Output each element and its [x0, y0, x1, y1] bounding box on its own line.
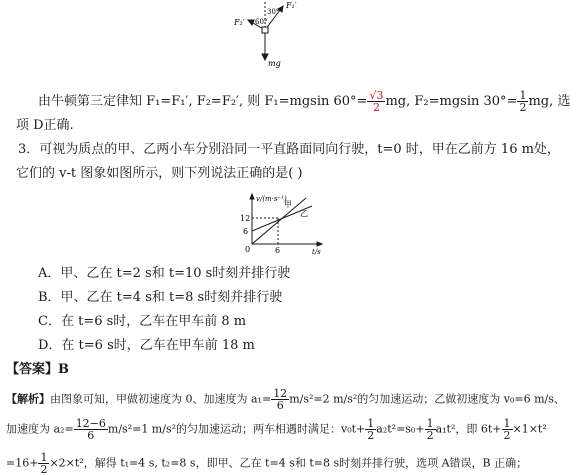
frac-num: 1: [503, 417, 511, 430]
analysis-l2-part-e: ×1×t²: [512, 422, 547, 436]
analysis-line-3: [6, 452, 527, 475]
tick-6-x: 6: [275, 246, 281, 255]
option-d[interactable]: D．在 t=6 s时，乙车在甲车前 18 m: [38, 338, 255, 353]
analysis-label: 【解析】: [6, 392, 50, 406]
series-jia-label: 甲: [284, 200, 292, 209]
label-angle-30: 30°: [267, 8, 280, 16]
frac-num: 1: [40, 451, 48, 464]
label-mg: mg: [268, 59, 281, 68]
fraction-1-over-2: [517, 90, 528, 113]
frac-den: 2: [503, 429, 511, 442]
frac-den: 2: [519, 101, 527, 114]
fraction-12-6-over-6: [74, 418, 108, 441]
tick-0: 0: [245, 245, 251, 254]
x-axis-label: t/s: [312, 248, 321, 256]
analysis-l1-part-a: 由图象可知，甲做初速度为 0、加速度为 a₁=: [50, 392, 272, 406]
line1-part-a: 由牛顿第三定律知 F₁=F₁′, F₂=F₂′, 则 F₁=mgsin 60°=: [38, 94, 368, 109]
analysis-line-1: [6, 388, 565, 411]
frac-den: 2: [40, 463, 48, 476]
conclusion-line-2: 项 D正确.: [16, 118, 74, 133]
answer-label: 【答案】B: [6, 362, 69, 377]
vt-chart: [232, 192, 332, 260]
fraction-half-3: [502, 418, 513, 441]
junction-block: [262, 27, 268, 33]
frac-num: 1: [367, 417, 375, 430]
frac-num: √3: [369, 89, 384, 102]
option-c[interactable]: C．在 t=6 s时，乙车在甲车前 8 m: [38, 314, 247, 329]
force-diagram: [228, 0, 338, 78]
option-a[interactable]: A．甲、乙在 t=2 s和 t=10 s时刻并排行驶: [38, 266, 291, 281]
frac-num: 1: [426, 417, 434, 430]
frac-den: 2: [426, 429, 434, 442]
x-axis-arrow: [317, 242, 322, 246]
tick-12: 12: [240, 214, 251, 223]
line1-part-b: mg, F₂=mgsin 30°=: [385, 94, 518, 109]
frac-num: 12: [273, 387, 288, 400]
fraction-12-over-6: [271, 388, 289, 411]
analysis-l2-part-c: a₂t²=s₀+: [376, 422, 425, 436]
option-b[interactable]: B．甲、乙在 t=4 s和 t=8 s时刻并排行驶: [38, 290, 283, 305]
tick-6-y: 6: [243, 227, 249, 236]
frac-num: 1: [519, 89, 527, 102]
label-f2-prime: F₂′: [234, 18, 245, 27]
frac-den: 2: [367, 101, 385, 113]
f2-prime-arrowhead: [248, 20, 254, 25]
question-3-line-1: 3．可视为质点的甲、乙两小车分别沿同一平直路面同向行驶，t=0 时，甲在乙前方 16 m处，: [18, 142, 560, 157]
analysis-l1-part-b: m/s²=2 m/s²的匀加速运动；乙做初速度为 v₀=6 m/s、: [289, 392, 565, 406]
line1-part-c: mg, 选: [528, 94, 570, 109]
analysis-l3-part-a: =16+: [6, 456, 39, 470]
analysis-l2-part-a: 加速度为 a₂=: [6, 422, 74, 436]
fraction-half-2: [425, 418, 436, 441]
frac-num: 12−6: [75, 417, 106, 430]
frac-den: 6: [74, 429, 108, 441]
fraction-half-1: [365, 418, 376, 441]
analysis-l2-part-b: m/s²=1 m/s²的匀加速运动；两车相遇时满足：v₀t+: [107, 422, 366, 436]
y-axis-arrow: [250, 194, 254, 199]
question-3-line-2: 它们的 v-t 图象如图所示，则下列说法正确的是( ): [16, 166, 303, 181]
y-axis-label: v/(m·s⁻¹): [256, 195, 287, 203]
label-f1-prime: F₁′: [286, 1, 297, 10]
fraction-half-4: [38, 452, 49, 475]
analysis-l2-part-d: a₁t²，即 6t+: [435, 422, 502, 436]
fraction-sqrt3-over-2: [367, 90, 385, 113]
conclusion-line-1: [38, 90, 570, 113]
analysis-l3-part-b: ×2×t²，解得 t₁=4 s, t₂=8 s，即甲、乙在 t=4 s和 t=8 s时刻并排行驶，选项 A错误，B 正确；: [49, 456, 528, 470]
frac-den: 6: [271, 399, 289, 411]
frac-den: 2: [367, 429, 375, 442]
series-yi-label: 乙: [300, 209, 308, 218]
label-angle-60: 60°: [255, 18, 268, 26]
analysis-line-2: [6, 418, 547, 441]
series-jia-line: [252, 198, 306, 244]
